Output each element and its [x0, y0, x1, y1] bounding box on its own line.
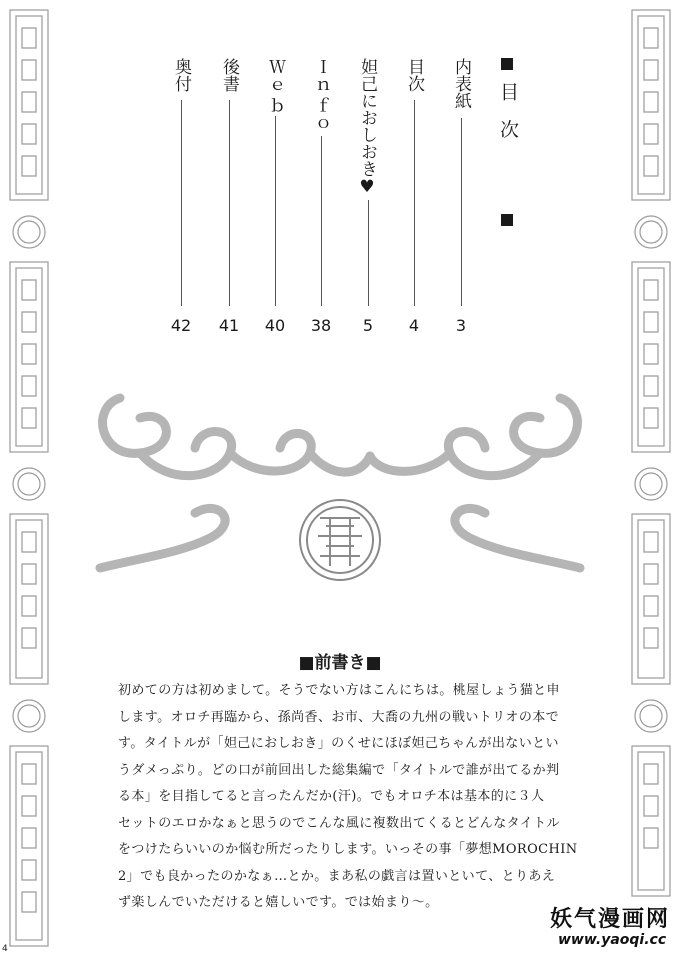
- right-lattice-border: [620, 0, 680, 961]
- toc-label: 目次: [404, 58, 424, 92]
- watermark-text: 妖气漫画网: [550, 907, 671, 932]
- toc-page-number: 40: [264, 316, 286, 335]
- leader-line: [414, 100, 415, 306]
- preface-heading: ■前書き■: [298, 653, 382, 673]
- leader-line: [461, 118, 462, 306]
- heading-square-bottom-icon: [501, 214, 513, 226]
- left-lattice-border: [0, 0, 60, 961]
- toc-page-number: 3: [455, 316, 467, 335]
- toc-label: Ｗｅｂ: [265, 58, 285, 115]
- leader-line: [275, 116, 276, 306]
- preface-body: 初めての方は初めまして。そうでない方はこんにちは。桃屋しょう猫と申 します。オロチ再臨から、孫尚香、お市、大喬の九州の戦いトリオの本で す。タイトルが「妲己におしおき」のくせにほぼ妲己ちゃんが出ないとい うダメっぷり。どの口が前回出した総集編で「タイトルで誰が出てるか判 る本」を目指してると言ったんだか(汗)。でもオロチ本は基本的に３人 セットのエロかなぁと思うのでこんな風に複数出てくるとどんなタイトル をつけたらいいのか悩む所だったりします。いっその事「夢想MOROCHIN 2」でも良かったのかなぁ…とか。まあ私の戯言は置いといて、とりあえ ず楽しんでいただけると嬉しいです。では始まり〜。: [118, 683, 578, 910]
- leader-line: [368, 200, 369, 306]
- toc-page-number: 42: [170, 316, 192, 335]
- toc-heading: 目 次: [497, 82, 519, 145]
- toc-page-number: 4: [408, 316, 420, 335]
- toc-page-number: 5: [362, 316, 374, 335]
- watermark-url: www.yaoqi.cc: [558, 932, 667, 948]
- leader-line: [229, 100, 230, 306]
- leader-line: [321, 136, 322, 306]
- toc-label: 奥付: [171, 58, 191, 92]
- toc-label: Ｉｎｆｏ: [311, 58, 331, 134]
- toc-page-number: 38: [310, 316, 332, 335]
- page-number: 4: [2, 944, 8, 954]
- toc-label: 後書: [219, 58, 239, 92]
- cloud-ornament-illustration: [80, 368, 600, 608]
- leader-line: [181, 100, 182, 306]
- site-watermark: [540, 902, 680, 958]
- toc-label: 妲己におしおき♥: [357, 58, 377, 197]
- toc-label: 内表紙: [451, 58, 471, 109]
- toc-page-number: 41: [218, 316, 240, 335]
- heading-square-top-icon: [501, 58, 513, 70]
